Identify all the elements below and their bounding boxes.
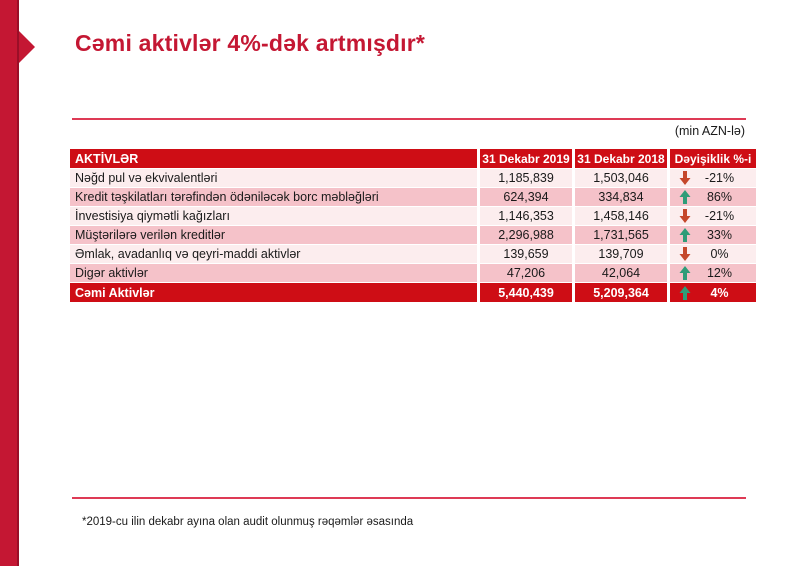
top-divider — [72, 118, 746, 120]
arrow-up-icon — [679, 266, 691, 280]
page-title: Cəmi aktivlər 4%-dək artmışdır* — [75, 30, 426, 56]
change-cell — [667, 169, 756, 187]
change-cell — [667, 264, 756, 282]
value-2018: 334,834 — [572, 188, 667, 206]
table-row — [70, 264, 756, 283]
change-value: -21% — [704, 171, 735, 185]
table-total-row — [70, 283, 756, 302]
arrow-up-icon — [679, 286, 691, 300]
row-label: İnvestisiya qiymətli kağızları — [75, 209, 230, 223]
value-2018: 139,709 — [572, 245, 667, 263]
total-2019: 5,440,439 — [477, 283, 572, 302]
left-accent-bar — [0, 0, 19, 566]
change-cell — [667, 283, 756, 302]
row-label: Digər aktivlər — [75, 266, 148, 280]
change-cell — [667, 207, 756, 225]
value-2018: 42,064 — [572, 264, 667, 282]
value-2019: 139,659 — [477, 245, 572, 263]
value-2019: 1,146,353 — [477, 207, 572, 225]
table-row — [70, 169, 756, 188]
table-row — [70, 188, 756, 207]
arrow-down-icon — [679, 171, 691, 185]
change-cell — [667, 226, 756, 244]
change-cell — [667, 188, 756, 206]
value-2018: 1,503,046 — [572, 169, 667, 187]
assets-table — [70, 149, 756, 302]
table-header-row — [70, 149, 756, 169]
header-2018: 31 Dekabr 2018 — [572, 149, 667, 168]
change-value: 4% — [710, 285, 729, 300]
total-2018: 5,209,364 — [572, 283, 667, 302]
change-cell — [667, 245, 756, 263]
value-2019: 47,206 — [477, 264, 572, 282]
table-row — [70, 226, 756, 245]
row-label: Əmlak, avadanlıq və qeyri-maddi aktivlər — [75, 247, 301, 261]
bottom-divider — [72, 497, 746, 499]
change-value: 33% — [706, 228, 733, 242]
arrow-down-icon — [679, 209, 691, 223]
footnote: *2019-cu ilin dekabr ayına olan audit olunmuş rəqəmlər əsasında — [82, 516, 414, 528]
value-2018: 1,458,146 — [572, 207, 667, 225]
arrow-up-icon — [679, 190, 691, 204]
table-row — [70, 245, 756, 264]
arrow-up-icon — [679, 228, 691, 242]
change-value: -21% — [704, 209, 735, 223]
row-label: Nəğd pul və ekvivalentləri — [75, 171, 218, 185]
header-change: Dəyişiklik %-i — [667, 149, 756, 168]
table-row — [70, 207, 756, 226]
value-2019: 2,296,988 — [477, 226, 572, 244]
change-value: 12% — [706, 266, 733, 280]
header-aktivler: AKTİVLƏR — [75, 151, 139, 166]
change-value: 0% — [710, 247, 729, 261]
row-label: Müştərilərə verilən kreditlər — [75, 228, 226, 242]
value-2019: 1,185,839 — [477, 169, 572, 187]
chevron-right-icon — [19, 31, 35, 63]
unit-note: (min AZN-lə) — [674, 124, 745, 138]
value-2018: 1,731,565 — [572, 226, 667, 244]
row-label: Kredit təşkilatları tərəfindən ödəniləcək borc məbləğləri — [75, 190, 379, 204]
change-value: 86% — [706, 190, 733, 204]
value-2019: 624,394 — [477, 188, 572, 206]
header-2019: 31 Dekabr 2019 — [477, 149, 572, 168]
arrow-down-icon — [679, 247, 691, 261]
total-label: Cəmi Aktivlər — [75, 285, 155, 300]
